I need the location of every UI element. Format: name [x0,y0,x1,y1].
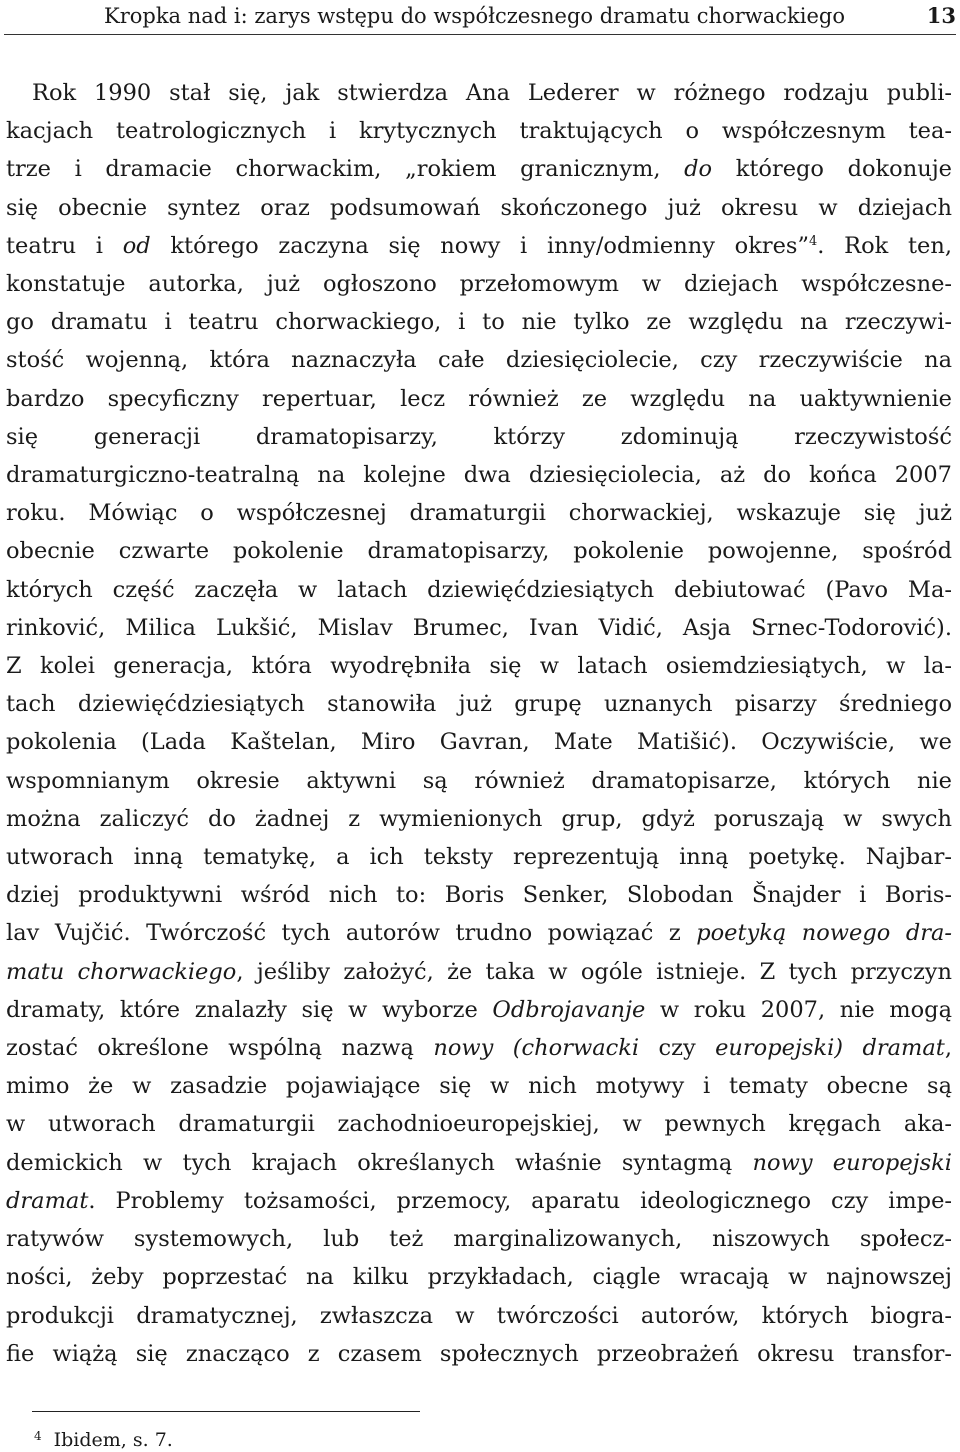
text-segment: czy [639,1035,716,1062]
footnote-number: 4 [34,1429,42,1443]
text-segment: w roku 2007, nie mogą [645,996,952,1023]
text-segment: , [944,1035,952,1062]
running-title: Kropka nad i: zarys wstępu do współczesnego dramatu chorwackiego [104,4,845,28]
text-segment: dramaty, które znalazły się w wyborze [6,996,493,1023]
text-segment: trze i dramacie chorwackim, „rokiem granicznym, [6,156,685,183]
text-line: rinković, Milica Lukšić, Mislav Brumec, Ivan Vidić, Asja Srnec-Todorović). [6,614,952,641]
footnote [34,1424,173,1452]
italic-term: nowy europejski [752,1149,952,1176]
text-line [6,991,952,1029]
text-line: go dramatu i teatru chorwackiego, i to nie tylko ze względu na rzeczywi- [6,309,952,336]
text-line: się generacji dramatopisarzy, którzy zdominują rzeczywistość [6,423,952,450]
italic-term: do [684,156,713,183]
text-segment: którego dokonuje [712,156,952,183]
text-line [6,150,952,188]
text-segment: lav Vujčić. Twórczość tych autorów trudno powiązać z [6,920,697,947]
text-line: konstatuje autorka, już ogłoszono przełomowym w dziejach współczesne- [6,271,952,298]
text-line [6,1182,952,1220]
italic-term: dramat [6,1187,89,1214]
text-line [6,953,952,991]
text-segment: demickich w tych krajach określanych właśnie syntagmą [6,1149,753,1176]
text-line: mimo że w zasadzie pojawiające się w nich motywy i tematy obecne są [6,1073,952,1100]
text-segment: . Rok ten, [817,232,953,259]
page-number: 13 [926,3,956,28]
text-line: pokolenia (Lada Kaštelan, Miro Gavran, Mate Matišić). Oczywiście, we [6,729,952,756]
text-segment: zostać określone wspólną nazwą [6,1035,434,1062]
text-line: się obecnie syntez oraz podsumowań skończonego już okresu w dziejach [6,194,952,221]
text-segment: teatru i [6,232,123,259]
text-line: obecnie czwarte pokolenie dramatopisarzy, pokolenie powojenne, spośród [6,538,952,565]
text-line: wspomnianym okresie aktywni są również dramatopisarze, których nie [6,767,952,794]
text-line: można zaliczyć do żadnej z wymienionych grup, gdyż poruszają w swych [6,805,952,832]
text-line [6,914,952,952]
footnote-text: Ibidem, s. 7. [53,1429,173,1451]
text-line: produkcji dramatycznej, zwłaszcza w twórczości autorów, których biogra- [6,1302,952,1329]
text-line: w utworach dramaturgii zachodnioeuropejskiej, w pewnych kręgach aka- [6,1111,952,1138]
header-rule [4,34,956,35]
text-line: dramaturgiczno-teatralną na kolejne dwa dziesięciolecia, aż do końca 2007 [6,462,952,489]
text-line [6,1144,952,1182]
text-line: których część zaczęła w latach dziewięćdziesiątych debiutować (Pavo Ma- [6,576,952,603]
running-header [104,4,956,30]
italic-term: europejski) dramat [715,1035,945,1062]
text-line: utworach inną tematykę, a ich teksty reprezentują inną poetykę. Najbar- [6,844,952,871]
text-line: fie wiążą się znacząco z czasem społecznych przeobrażeń okresu transfor- [6,1340,952,1367]
italic-term: matu chorwackiego [6,958,237,985]
text-line: ratywów systemowych, lub też marginalizowanych, niszowych społecz- [6,1226,952,1253]
text-segment: , jeśliby założyć, że taka w ogóle istnieje. Z tych przyczyn [236,958,952,985]
text-line: bardzo specyficzny repertuar, lecz również ze względu na uaktywnienie [6,385,952,412]
text-line [6,227,952,265]
text-line: stość wojenną, która naznaczyła całe dziesięciolecie, czy rzeczywiście na [6,347,952,374]
text-line: ności, żeby poprzestać na kilku przykładach, ciągle wracają w najnowszej [6,1264,952,1291]
text-line: tach dziewięćdziesiątych stanowiła już grupę uznanych pisarzy średniego [6,691,952,718]
body-text [6,74,952,1373]
text-segment: . Problemy tożsamości, przemocy, aparatu ideologicznego czy impe- [88,1187,952,1214]
footnote-marker: 4 [808,233,818,249]
italic-term: poetyką nowego dra- [696,920,952,947]
text-line: kacjach teatrologicznych i krytycznych traktujących o współczesnym tea- [6,118,952,145]
italic-term: Odbrojavanje [492,996,646,1023]
text-line: Rok 1990 stał się, jak stwierdza Ana Lederer w różnego rodzaju publi- [32,80,952,106]
text-line: dziej produktywni wśród nich to: Boris Senker, Slobodan Šnajder i Boris- [6,882,952,909]
text-line: Z kolei generacja, która wyodrębniła się w latach osiemdziesiątych, w la- [6,653,952,680]
italic-term: od [122,232,151,259]
text-segment: którego zaczyna się nowy i inny/odmienny okres” [150,232,809,259]
text-line: roku. Mówiąc o współczesnej dramaturgii chorwackiej, wskazuje się już [6,500,952,527]
footnote-rule [32,1411,420,1412]
text-line [6,1029,952,1067]
italic-term: nowy (chorwacki [433,1035,640,1062]
